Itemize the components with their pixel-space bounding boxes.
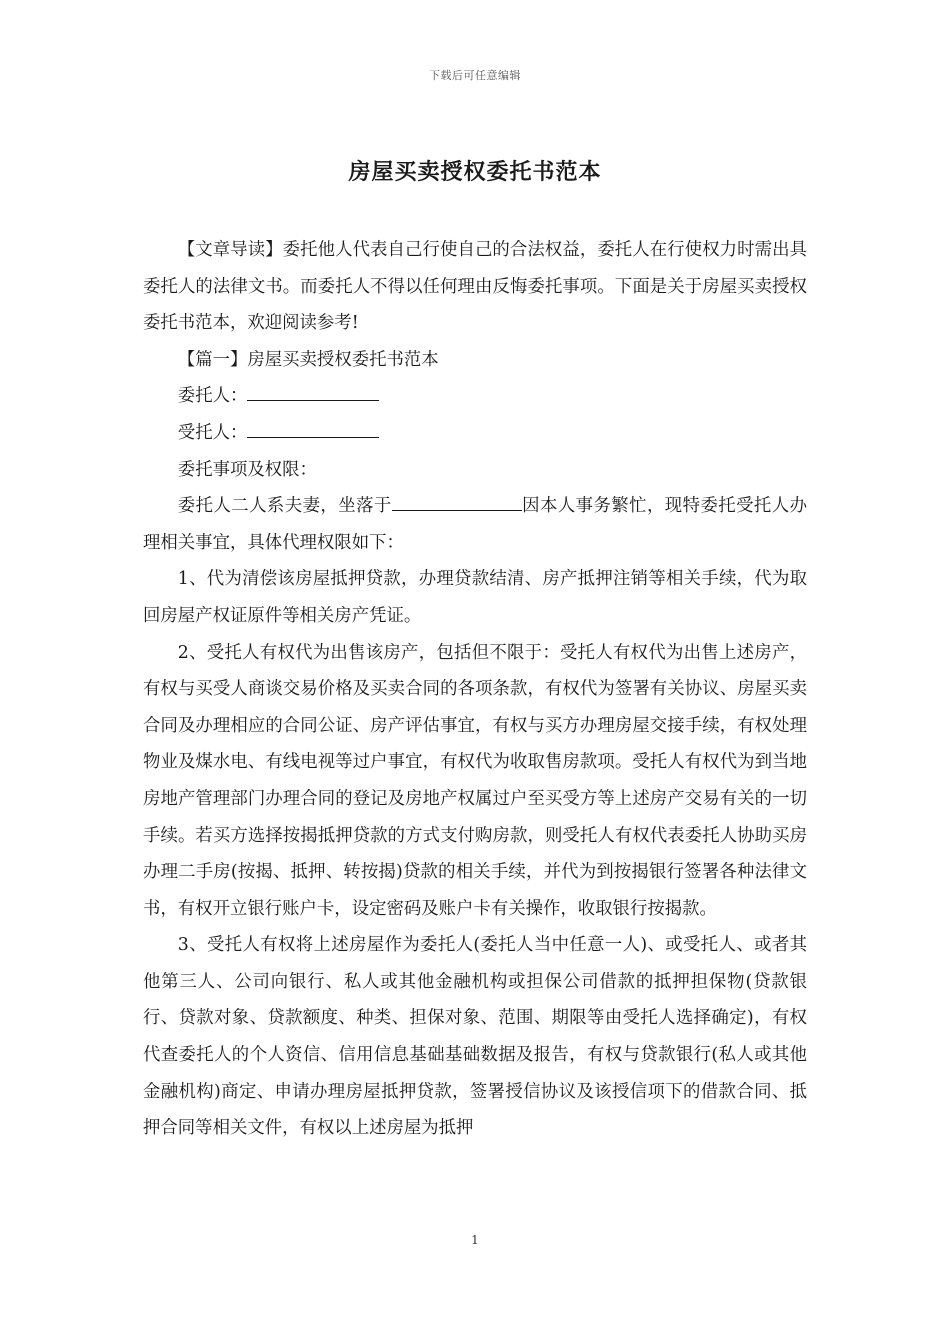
agent-label: 受托人： [177, 422, 248, 443]
property-text-after: 因本人事务繁忙，现特委托受托人办理相关事宜，具体代理权限如下： [143, 496, 807, 553]
property-location-blank [392, 492, 522, 511]
item-3: 3、受托人有权将上述房屋作为委托人(委托人当中任意一人)、或受托人、或者其他第三人、公司向银行、私人或其他金融机构或担保公司借款的抵押担保物(贷款银行、贷款对象、贷款额度、种类、担保对象、范围、期限等由受托人选择确定)，有权代查委托人的个人资信、信用信息基础基础数据及报告，有权与贷款银行(私人或其他金融机构)商定、申请办理房屋抵押贷款，签署授信协议及该授信项下的借款合同、抵押合同等相关文件，有权以上述房屋为抵押 [143, 935, 807, 1139]
property-text-before: 委托人二人系夫妻，坐落于 [177, 496, 392, 517]
agent-blank [247, 419, 379, 438]
principal-label: 委托人： [177, 386, 248, 407]
principal-field [143, 378, 807, 415]
intro-paragraph: 【文章导读】委托他人代表自己行使自己的合法权益，委托人在行使权力时需出具委托人的法律文书。而委托人不得以任何理由反悔委托事项。下面是关于房屋买卖授权委托书范本，欢迎阅读参考! [143, 240, 807, 334]
scope-heading: 委托事项及权限： [177, 459, 317, 480]
item-2: 2、受托人有权代为出售该房产，包括但不限于：受托人有权代为出售上述房产，有权与买受人商谈交易价格及买卖合同的各项条款，有权代为签署有关协议、房屋买卖合同及办理相应的合同公证、房产评估事宜，有权与买方办理房屋交接手续，有权处理物业及煤水电、有线电视等过户事宜，有权代为收取售房款项。受托人有权代为到当地房地产管理部门办理合同的登记及房地产权属过户至买受方等上述房产交易有关的一切手续。若买方选择按揭抵押贷款的方式支付购房款，则受托人有权代表委托人协助买房办理二手房(按揭、抵押、转按揭)贷款的相关手续，并代为到按揭银行签署各种法律文书，有权开立银行账户卡，设定密码及账户卡有关操作，收取银行按揭款。 [143, 642, 807, 919]
principal-blank [247, 382, 379, 401]
section-heading: 【篇一】房屋买卖授权委托书范本 [177, 349, 439, 370]
document-body [143, 232, 807, 1147]
page-header-note: 下载后可任意编辑 [429, 69, 521, 82]
property-paragraph [143, 488, 807, 561]
page-number: 1 [471, 1233, 479, 1247]
document-title: 房屋买卖授权委托书范本 [348, 159, 602, 185]
item-1: 1、代为清偿该房屋抵押贷款，办理贷款结清、房产抵押注销等相关手续，代为取回房屋产权证原件等相关房产凭证。 [143, 569, 807, 626]
agent-field [143, 415, 807, 452]
